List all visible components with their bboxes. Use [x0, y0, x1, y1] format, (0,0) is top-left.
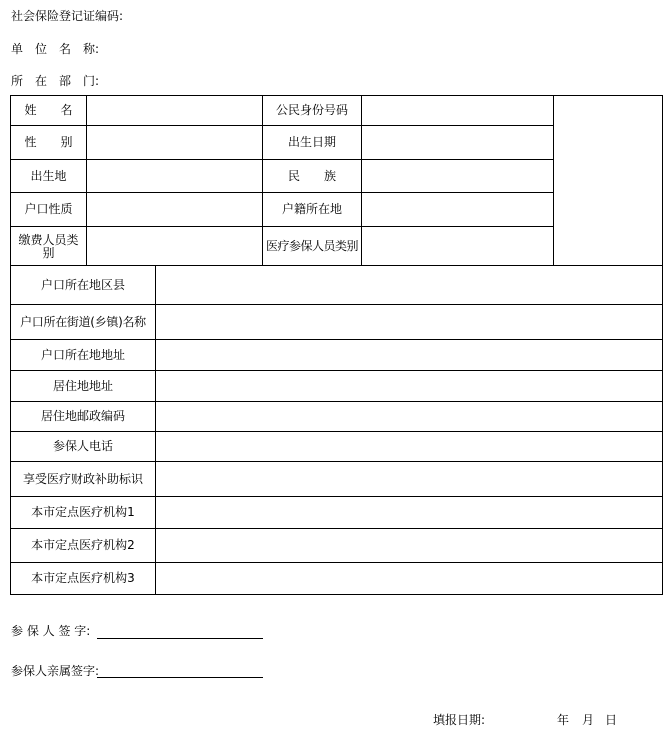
table-row-field[interactable]: [156, 462, 662, 496]
photo-area: [554, 96, 662, 265]
table-row-label: 本市定点医疗机构2: [31, 538, 135, 552]
id-number-field[interactable]: [362, 96, 553, 125]
date-label: 填报日期:: [433, 713, 486, 727]
ethnicity-field[interactable]: [362, 160, 553, 192]
payer-category-label: 缴费人员类别: [18, 232, 79, 260]
table-row-field[interactable]: [156, 402, 662, 431]
table-row-field[interactable]: [156, 497, 662, 528]
day-label: 日: [605, 713, 618, 727]
department-label: 所 在 部 门:: [11, 74, 100, 88]
month-label: 月: [582, 713, 595, 727]
hukou-location-field[interactable]: [362, 193, 553, 226]
table-row-label: 居住地地址: [52, 378, 113, 393]
ethnicity-label: 民 族: [287, 168, 336, 183]
insured-signature-label: 参 保 人 签 字:: [11, 624, 91, 638]
medical-category-label: 医疗参保人员类别: [265, 239, 358, 253]
name-field[interactable]: [87, 96, 262, 125]
table-row-label: 参保人电话: [52, 439, 113, 453]
id-number-label: 公民身份号码: [275, 103, 348, 117]
relative-signature-line[interactable]: [97, 677, 263, 678]
birth-date-field[interactable]: [362, 126, 553, 159]
unit-name-label: 单 位 名 称:: [11, 42, 100, 56]
table-row-label: 户口所在地区县: [40, 277, 125, 292]
table-row-label: 享受医疗财政补助标识: [22, 471, 143, 486]
gender-field[interactable]: [87, 126, 262, 159]
table-row-field[interactable]: [156, 340, 662, 370]
hukou-type-field[interactable]: [87, 193, 262, 226]
relative-signature-label: 参保人亲属签字:: [11, 664, 100, 678]
table-row-label: 户口所在街道(乡镇)名称: [20, 314, 146, 329]
table-row-field[interactable]: [156, 529, 662, 562]
table-row-label: 户口所在地地址: [40, 347, 125, 362]
name-label: 姓 名: [24, 103, 73, 117]
birthplace-field[interactable]: [87, 160, 262, 192]
table-row-field[interactable]: [156, 371, 662, 401]
medical-category-field[interactable]: [362, 227, 553, 266]
year-label: 年: [557, 713, 570, 727]
insured-signature-line[interactable]: [97, 638, 263, 639]
table-row-field[interactable]: [156, 305, 662, 339]
table-row-field[interactable]: [156, 563, 662, 594]
hukou-location-label: 户籍所在地: [281, 202, 342, 216]
table-row-label: 本市定点医疗机构3: [31, 571, 135, 585]
table-row-label: 居住地邮政编码: [40, 409, 125, 423]
table-row-field[interactable]: [156, 432, 662, 461]
gender-label: 性 别: [24, 135, 73, 149]
ss-code-label: 社会保险登记证编码:: [11, 9, 124, 23]
payer-category-field[interactable]: [87, 227, 262, 266]
hukou-type-label: 户口性质: [24, 202, 73, 216]
birthplace-label: 出生地: [30, 168, 67, 183]
table-row-label: 本市定点医疗机构1: [31, 505, 135, 519]
birth-date-label: 出生日期: [287, 135, 336, 149]
table-row-field[interactable]: [156, 266, 662, 304]
